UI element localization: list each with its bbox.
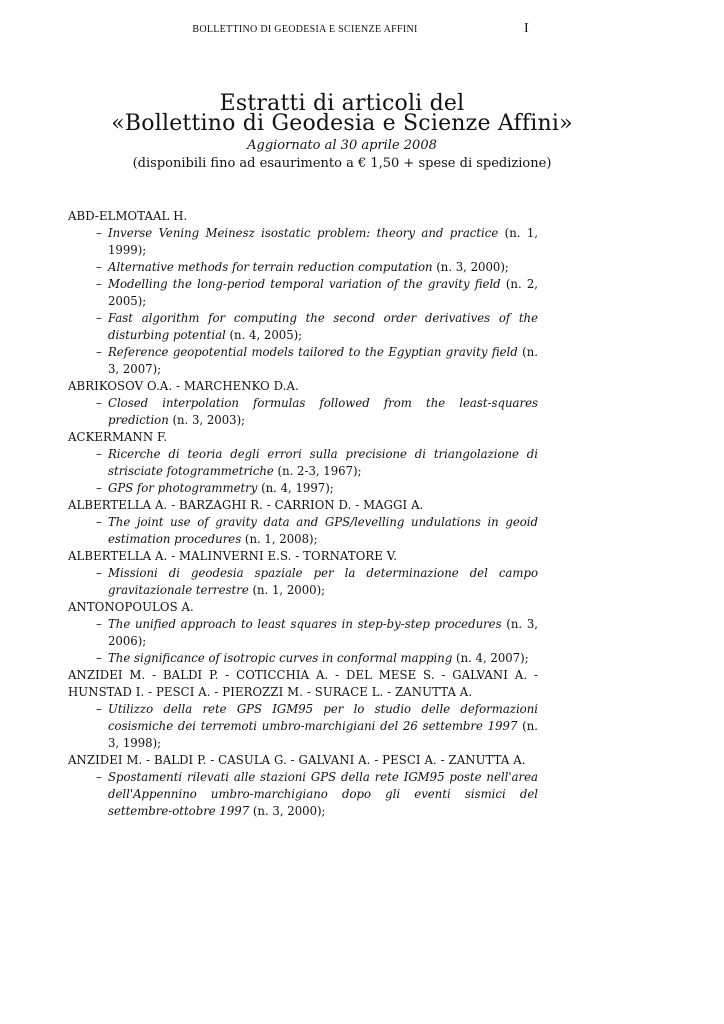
dash-bullet: – [96, 617, 102, 631]
article-title: The significance of isotropic curves in conformal mapping [108, 651, 453, 665]
article-item [68, 514, 538, 548]
title-block [62, 93, 622, 173]
article-title: The unified approach to least squares in step-by-step procedures [108, 617, 502, 631]
page-title-line-1: Estratti di articoli del [219, 91, 465, 116]
article-reference: (n. 3, 2000); [249, 804, 326, 818]
dash-bullet: – [96, 447, 102, 461]
dash-bullet: – [96, 702, 102, 716]
availability-note: (disponibili fino ad esaurimento a € 1,50 + spese di spedizione) [132, 156, 552, 171]
article-item [68, 701, 538, 752]
bibliography-entry [68, 667, 538, 752]
article-item [68, 769, 538, 820]
entry-authors: ANZIDEI M. - BALDI P. - CASULA G. - GALVANI A. - PESCI A. - ZANUTTA A. [68, 753, 526, 767]
article-title: Modelling the long-period temporal variation of the gravity field [108, 277, 501, 291]
dash-bullet: – [96, 566, 102, 580]
article-reference: (n. 1, 1999); [108, 226, 539, 257]
article-title: Alternative methods for terrain reduction computation [108, 260, 433, 274]
dash-bullet: – [96, 651, 102, 665]
bibliography-entry [68, 208, 538, 378]
article-item [68, 446, 538, 480]
article-reference: (n. 4, 2007); [452, 651, 529, 665]
entry-authors: ALBERTELLA A. - MALINVERNI E.S. - TORNATORE V. [68, 549, 398, 563]
article-item [68, 565, 538, 599]
dash-bullet: – [96, 481, 102, 495]
bibliography-entry [68, 497, 538, 548]
bibliography-entry [68, 429, 538, 497]
article-item [68, 616, 538, 650]
entry-authors: ALBERTELLA A. - BARZAGHI R. - CARRION D. - MAGGI A. [68, 498, 424, 512]
article-reference: (n. 4, 1997); [257, 481, 334, 495]
article-title: Reference geopotential models tailored to the Egyptian gravity field [108, 345, 518, 359]
article-reference: (n. 3, 2006); [108, 617, 538, 648]
article-item [68, 259, 538, 276]
article-reference: (n. 1, 2008); [241, 532, 318, 546]
entry-authors: ANTONOPOULOS A. [68, 600, 194, 614]
bibliography-entry [68, 599, 538, 667]
running-header: BOLLETTINO DI GEODESIA E SCIENZE AFFINI [192, 24, 418, 35]
bibliography-entry [68, 752, 538, 820]
dash-bullet: – [96, 311, 102, 325]
dash-bullet: – [96, 260, 102, 274]
article-reference: (n. 2-3, 1967); [273, 464, 362, 478]
article-reference: (n. 3, 2007); [108, 345, 538, 376]
dash-bullet: – [96, 277, 102, 291]
entry-authors: ACKERMANN F. [68, 430, 168, 444]
article-title: Closed interpolation formulas followed from the least-squares prediction [108, 396, 538, 427]
article-reference: (n. 3, 1998); [108, 719, 538, 750]
bibliography-entry [68, 548, 538, 599]
article-item [68, 650, 538, 667]
page-number: I [524, 21, 529, 36]
article-title: Spostamenti rilevati alle stazioni GPS della rete IGM95 poste nell'area dell'Appennino umbro-marchigiano dopo gli eventi sismici del settembre-ottobre 1997 [108, 770, 538, 818]
article-title: Utilizzo della rete GPS IGM95 per lo studio delle deformazioni cosismiche dei terremoti umbro-marchigiani del 26 settembre 1997 [108, 702, 538, 733]
article-reference: (n. 2, 2005); [108, 277, 538, 308]
article-item [68, 480, 538, 497]
article-reference: (n. 4, 2005); [225, 328, 303, 342]
entry-authors: ANZIDEI M. - BALDI P. - COTICCHIA A. - DEL MESE S. - GALVANI A. - HUNSTAD I. - PESCI A. - PIEROZZI M. - SURACE L. - ZANUTTA A. [68, 668, 538, 699]
update-date: Aggiornato al 30 aprile 2008 [247, 138, 437, 153]
bibliography-entry [68, 378, 538, 429]
article-reference: (n. 1, 2000); [248, 583, 326, 597]
article-item [68, 225, 538, 259]
dash-bullet: – [96, 226, 102, 240]
article-title: The joint use of gravity data and GPS/levelling undulations in geoid estimation procedures [108, 515, 538, 546]
article-title: GPS for photogrammetry [108, 481, 258, 495]
dash-bullet: – [96, 396, 102, 410]
entry-authors: ABRIKOSOV O.A. - MARCHENKO D.A. [68, 379, 299, 393]
article-title: Ricerche di teoria degli errori sulla precisione di triangolazione di strisciate fotogrammetriche [108, 447, 538, 478]
page-title-line-2: «Bollettino di Geodesia e Scienze Affini» [111, 111, 573, 136]
entry-authors: ABD-ELMOTAAL H. [68, 209, 188, 223]
dash-bullet: – [96, 770, 102, 784]
dash-bullet: – [96, 345, 102, 359]
article-item [68, 395, 538, 429]
article-reference: (n. 3, 2000); [432, 260, 509, 274]
article-item [68, 344, 538, 378]
article-item [68, 310, 538, 344]
article-item [68, 276, 538, 310]
article-reference: (n. 3, 2003); [168, 413, 246, 427]
article-title: Missioni di geodesia spaziale per la determinazione del campo gravitazionale terrestre [108, 566, 538, 597]
bibliography-list [68, 208, 538, 820]
dash-bullet: – [96, 515, 102, 529]
article-title: Inverse Vening Meinesz isostatic problem: theory and practice [108, 226, 499, 240]
article-title: Fast algorithm for computing the second order derivatives of the disturbing potential [108, 311, 538, 342]
